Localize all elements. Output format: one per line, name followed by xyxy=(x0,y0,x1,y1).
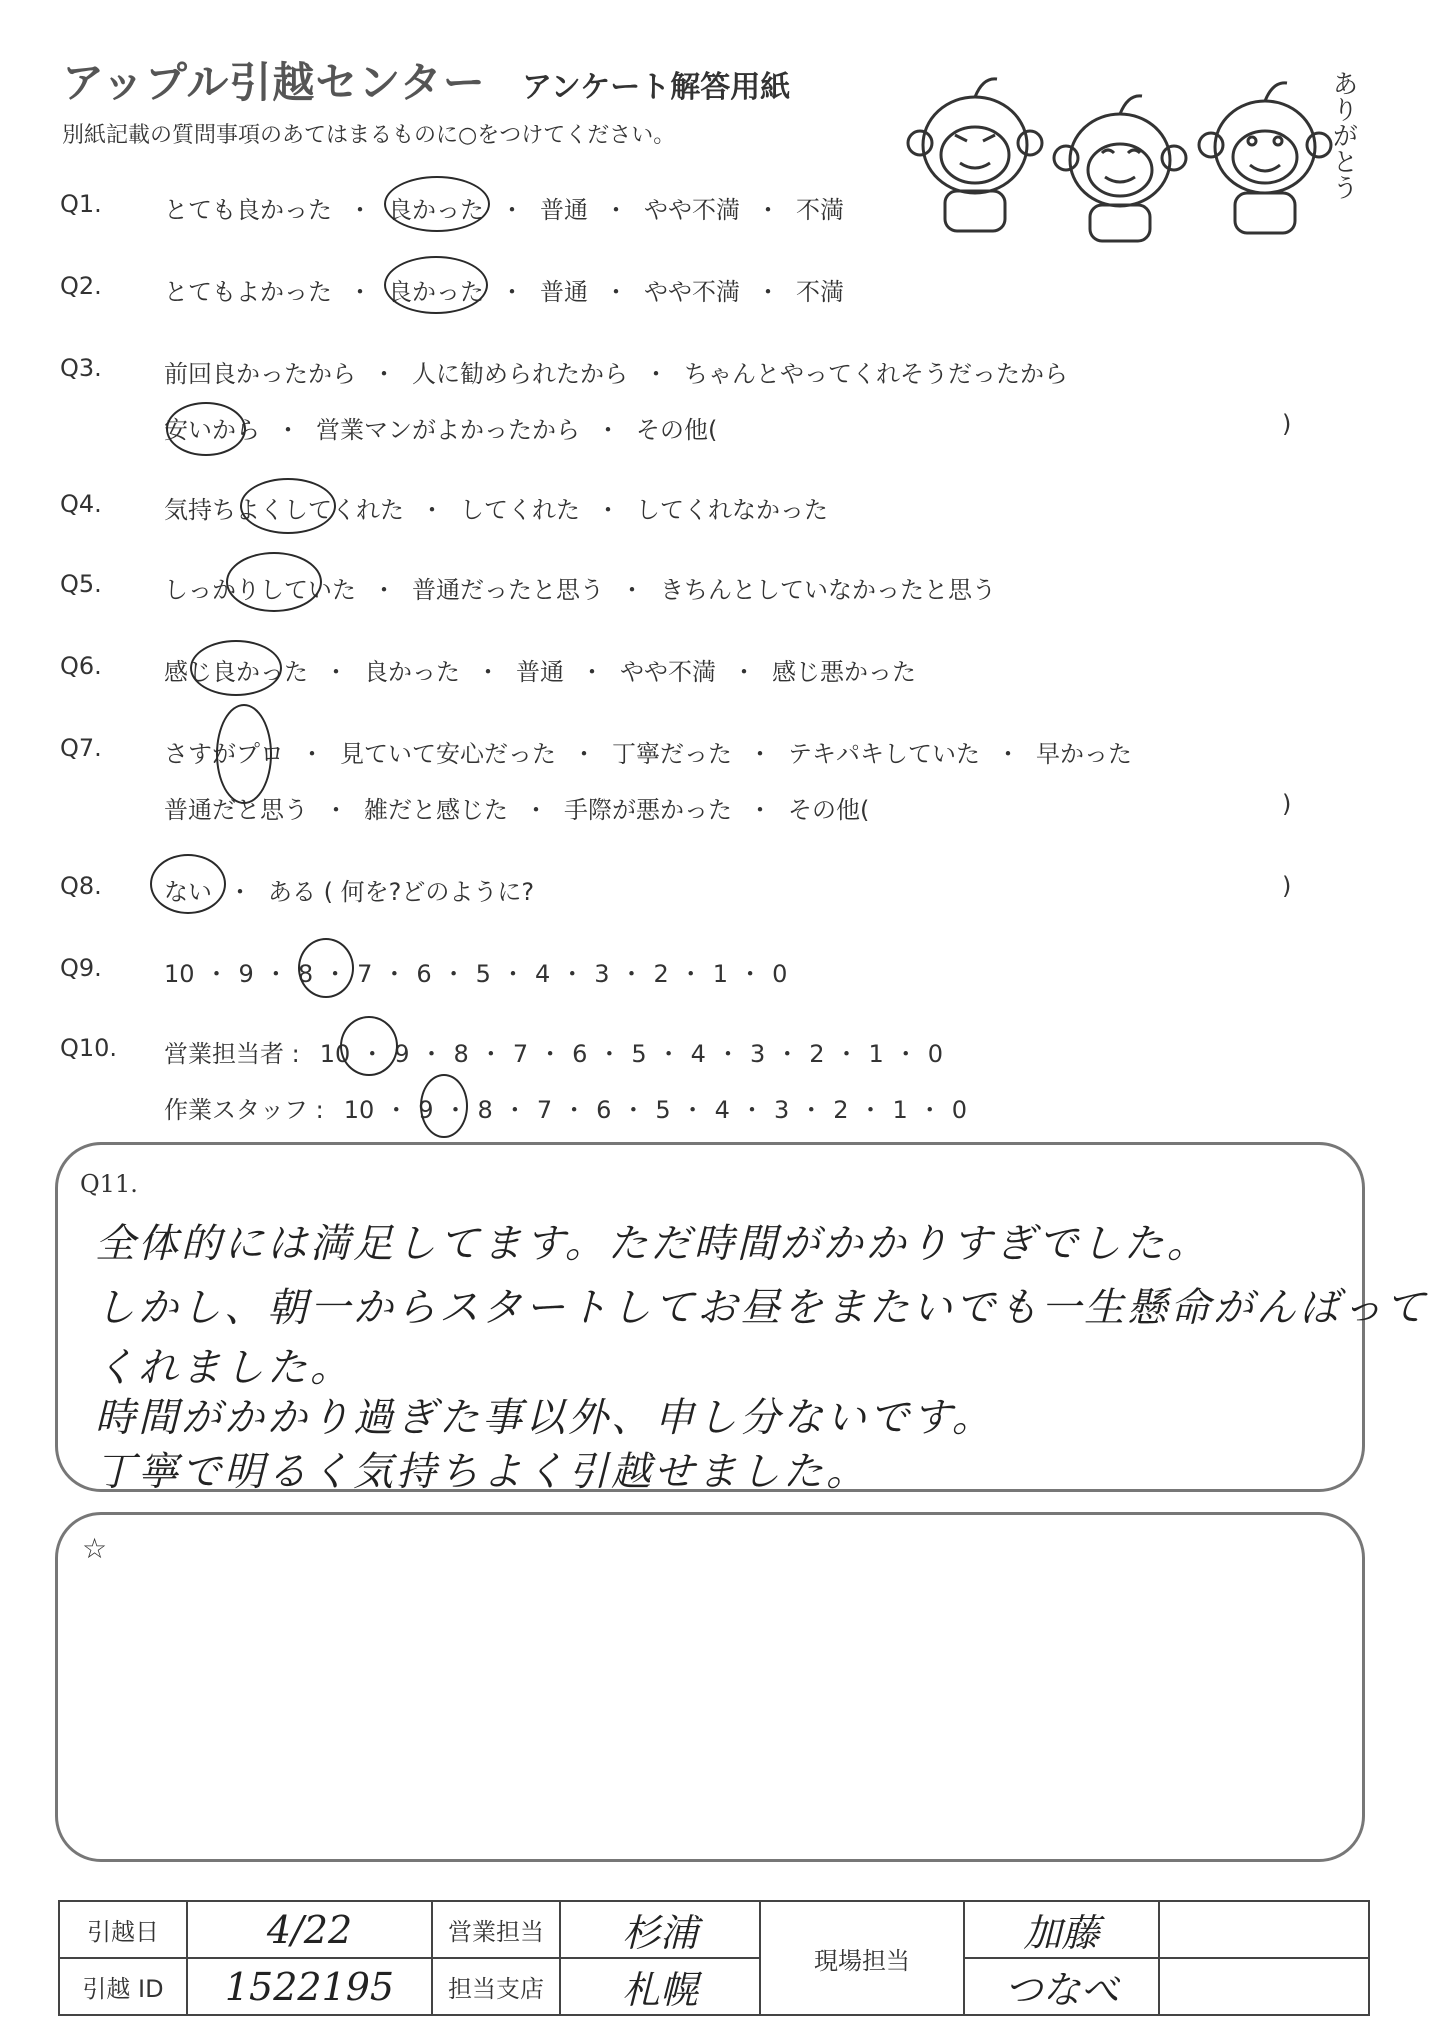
q1-option[interactable]: 普通 xyxy=(540,196,588,224)
q1-option[interactable]: 不満 xyxy=(796,196,844,224)
q1-label: Q1. xyxy=(60,190,102,218)
q8-option[interactable]: ない xyxy=(164,878,212,906)
q2-options: とてもよかった ・ 良かった ・ 普通 ・ やや不満 ・ 不満 xyxy=(164,278,844,306)
q1-option[interactable]: とても良かった xyxy=(164,196,332,224)
q2-option[interactable]: とてもよかった xyxy=(164,278,332,306)
q1-option[interactable]: 良かった xyxy=(388,196,484,224)
q8-option[interactable]: ある ( 何を?どのように? xyxy=(268,878,535,906)
q9-score[interactable]: 8 xyxy=(297,960,314,988)
q7-option[interactable]: 雑だと感じた xyxy=(364,796,508,824)
q7-paren-close: ) xyxy=(1282,790,1292,818)
instruction-text: 別紙記載の質問事項のあてはまるものに○をつけてください。 xyxy=(62,123,676,148)
q7-option[interactable]: その他( xyxy=(788,796,870,824)
q7-options-row1: さすがプロ ・ 見ていて安心だった ・ 丁寧だった ・ テキパキしていた ・ 早かった xyxy=(164,740,1132,768)
moving-date-value: 4/22 xyxy=(187,1901,432,1958)
q6-option[interactable]: やや不満 xyxy=(620,658,716,686)
moving-date-label: 引越日 xyxy=(59,1901,187,1958)
q5-option[interactable]: しっかりしていた xyxy=(164,576,356,604)
q3-paren-close: ) xyxy=(1282,410,1292,438)
q10-sales-scale: 営業担当者 : 10 ・ 9 ・ 8 ・ 7 ・ 6 ・ 5 ・ 4 ・ 3 ・ 2 ・ 1 ・ 0 xyxy=(164,1040,944,1068)
q10-sales-score[interactable]: 1 xyxy=(868,1040,884,1068)
q4-option[interactable]: してくれた xyxy=(460,496,580,524)
q7-option[interactable]: さすがプロ xyxy=(164,740,284,768)
q8-label: Q8. xyxy=(60,872,102,900)
q3-option[interactable]: 人に勧められたから xyxy=(412,360,628,388)
q3-option[interactable]: その他( xyxy=(636,416,718,444)
q10-staff-score[interactable]: 1 xyxy=(892,1096,908,1124)
sales-rep-label: 営業担当 xyxy=(432,1901,560,1958)
moving-info-table xyxy=(58,1900,1370,2016)
q3-options-row1: 前回良かったから ・ 人に勧められたから ・ ちゃんとやってくれそうだったから xyxy=(164,360,1068,388)
empty-cell xyxy=(1159,1901,1369,1958)
q3-options-row2: 安いから ・ 営業マンがよかったから ・ その他( xyxy=(164,416,718,444)
q2-option[interactable]: 良かった xyxy=(388,278,484,306)
q10-label: Q10. xyxy=(60,1034,118,1062)
branch-value: 札幌 xyxy=(560,1958,760,2015)
q10-staff-score[interactable]: 2 xyxy=(833,1096,849,1124)
q7-option[interactable]: 普通だと思う xyxy=(164,796,308,824)
q4-options: 気持ちよくしてくれた ・ してくれた ・ してくれなかった xyxy=(164,496,828,524)
q2-option[interactable]: 普通 xyxy=(540,278,588,306)
q10-staff-score[interactable]: 3 xyxy=(773,1096,790,1124)
q3-option[interactable]: ちゃんとやってくれそうだったから xyxy=(684,360,1068,388)
q3-option[interactable]: 安いから xyxy=(164,416,260,444)
q5-label: Q5. xyxy=(60,570,102,598)
q10-sales-score[interactable]: 3 xyxy=(749,1040,766,1068)
q10-staff-score[interactable]: 0 xyxy=(951,1096,968,1124)
q9-scale: 10 ・ 9 ・ 8 ・ 7 ・ 6 ・ 5 ・ 4 ・ 3 ・ 2 ・ 1 ・ 0 xyxy=(164,960,788,988)
form-title: アンケート解答用紙 xyxy=(522,70,791,105)
q7-label: Q7. xyxy=(60,734,102,762)
q3-label: Q3. xyxy=(60,354,102,382)
q10-staff-score[interactable]: 5 xyxy=(655,1096,671,1124)
q10-staff-score[interactable]: 7 xyxy=(536,1096,553,1124)
q7-option[interactable]: 丁寧だった xyxy=(612,740,732,768)
star-comment-box xyxy=(55,1512,1365,1862)
q10-staff-score[interactable]: 10 xyxy=(343,1096,375,1124)
q3-option[interactable]: 前回良かったから xyxy=(164,360,356,388)
q10-sales-score[interactable]: 4 xyxy=(690,1040,706,1068)
q9-score[interactable]: 9 xyxy=(238,960,254,988)
q4-option[interactable]: 気持ちよくしてくれた xyxy=(164,496,404,524)
q3-option[interactable]: 営業マンがよかったから xyxy=(316,416,580,444)
site-rep-label: 現場担当 xyxy=(760,1901,964,2015)
site-rep-value-1: 加藤 xyxy=(964,1901,1159,1958)
q4-option[interactable]: してくれなかった xyxy=(636,496,828,524)
sales-rep-value: 杉浦 xyxy=(560,1901,760,1958)
q11-comment-line: しかし、朝一からスタートしてお昼をまたいでも一生懸命がんばって xyxy=(95,1285,1428,1331)
q5-option[interactable]: 普通だったと思う xyxy=(412,576,604,604)
site-rep-value-2: つなべ xyxy=(964,1958,1159,2015)
q10-staff-label: 作業スタッフ : xyxy=(164,1096,324,1124)
branch-label: 担当支店 xyxy=(432,1958,560,2015)
q2-label: Q2. xyxy=(60,272,102,300)
q9-score[interactable]: 7 xyxy=(357,960,373,988)
q6-option[interactable]: 良かった xyxy=(364,658,460,686)
moving-id-value: 1522195 xyxy=(187,1958,432,2015)
q6-option[interactable]: 感じ良かった xyxy=(164,658,308,686)
q11-comment-line: 時間がかかり過ぎた事以外、申し分ないです。 xyxy=(95,1395,995,1441)
q10-sales-score[interactable]: 9 xyxy=(394,1040,410,1068)
q9-score[interactable]: 4 xyxy=(534,960,551,988)
q10-sales-score[interactable]: 6 xyxy=(572,1040,588,1068)
q11-label: Q11. xyxy=(80,1170,138,1198)
q9-score[interactable]: 1 xyxy=(712,960,729,988)
q9-score[interactable]: 6 xyxy=(416,960,432,988)
mascot-illustration xyxy=(900,55,1370,245)
q9-score[interactable]: 10 xyxy=(164,960,195,988)
q10-sales-score[interactable]: 2 xyxy=(809,1040,825,1068)
arigatou-text: ありがとう xyxy=(1328,70,1358,200)
q8-options: ない ・ ある ( 何を?どのように? xyxy=(164,878,535,906)
q10-sales-score[interactable]: 5 xyxy=(631,1040,647,1068)
star-icon: ☆ xyxy=(82,1532,108,1565)
q11-comment-line: 丁寧で明るく気持ちよく引越せました。 xyxy=(95,1449,869,1495)
q10-sales-score[interactable]: 0 xyxy=(927,1040,944,1068)
q1-option[interactable]: やや不満 xyxy=(644,196,740,224)
q10-sales-score[interactable]: 8 xyxy=(453,1040,469,1068)
q5-option[interactable]: きちんとしていなかったと思う xyxy=(660,576,996,604)
q11-comment-line: くれました。 xyxy=(95,1345,353,1391)
q9-label: Q9. xyxy=(60,954,102,982)
q6-label: Q6. xyxy=(60,652,102,680)
q2-option[interactable]: 不満 xyxy=(796,278,844,306)
q7-options-row2: 普通だと思う ・ 雑だと感じた ・ 手際が悪かった ・ その他( xyxy=(164,796,870,824)
empty-cell xyxy=(1159,1958,1369,2015)
q9-score[interactable]: 0 xyxy=(772,960,788,988)
q10-sales-label: 営業担当者 : xyxy=(164,1040,300,1068)
company-name: アップル引越センター xyxy=(62,58,486,107)
q9-score[interactable]: 2 xyxy=(653,960,669,988)
q11-comment-line: 全体的には満足してます。ただ時間がかかりすぎでした。 xyxy=(95,1221,1210,1267)
q10-staff-score[interactable]: 6 xyxy=(596,1096,612,1124)
q9-score[interactable]: 3 xyxy=(594,960,610,988)
q10-staff-scale: 作業スタッフ : 10 ・ 9 ・ 8 ・ 7 ・ 6 ・ 5 ・ 4 ・ 3 ・ 2 ・ 1 ・ 0 xyxy=(164,1096,968,1124)
q4-label: Q4. xyxy=(60,490,102,518)
q10-staff-score[interactable]: 9 xyxy=(418,1096,434,1124)
q1-options: とても良かった ・ 良かった ・ 普通 ・ やや不満 ・ 不満 xyxy=(164,196,844,224)
q7-option[interactable]: 早かった xyxy=(1036,740,1132,768)
q7-option[interactable]: テキパキしていた xyxy=(788,740,980,768)
q2-option[interactable]: やや不満 xyxy=(644,278,740,306)
q10-staff-score[interactable]: 8 xyxy=(477,1096,493,1124)
q9-score[interactable]: 5 xyxy=(475,960,491,988)
q7-option[interactable]: 見ていて安心だった xyxy=(340,740,556,768)
q6-option[interactable]: 感じ悪かった xyxy=(772,658,916,686)
moving-id-label: 引越 ID xyxy=(59,1958,187,2015)
q5-options: しっかりしていた ・ 普通だったと思う ・ きちんとしていなかったと思う xyxy=(164,576,996,604)
q8-paren-close: ) xyxy=(1282,872,1292,900)
q7-option[interactable]: 手際が悪かった xyxy=(564,796,732,824)
q10-staff-score[interactable]: 4 xyxy=(714,1096,730,1124)
q10-sales-score[interactable]: 7 xyxy=(512,1040,529,1068)
q6-options: 感じ良かった ・ 良かった ・ 普通 ・ やや不満 ・ 感じ悪かった xyxy=(164,658,916,686)
q10-sales-score[interactable]: 10 xyxy=(319,1040,351,1068)
q6-option[interactable]: 普通 xyxy=(516,658,564,686)
